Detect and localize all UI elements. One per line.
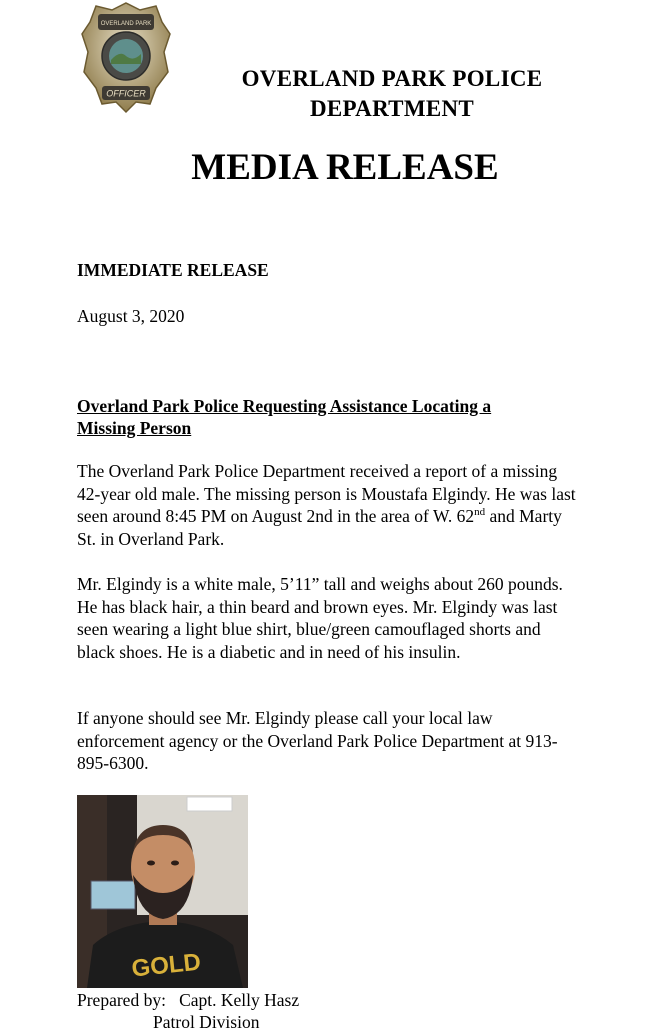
- photo-monitor: [91, 881, 135, 909]
- photo-poster: [187, 797, 232, 811]
- headline-line2: Missing Person: [77, 418, 192, 438]
- photo-left-eye: [147, 861, 155, 866]
- paragraph-contact: If anyone should see Mr. Elgindy please call your local law enforcement agency or the Overland Park Police Department at 913-895-6300.: [77, 708, 558, 774]
- ordinal-suffix: nd: [474, 506, 486, 519]
- prepared-by-division: Patrol Division: [153, 1012, 260, 1032]
- photo-shirt-text: GOLD: [130, 948, 203, 983]
- photo-right-eye: [171, 861, 179, 866]
- paragraph-report-text-end: and Marty St. in Overland Park.: [77, 506, 562, 549]
- paragraph-description: Mr. Elgindy is a white male, 5’11” tall and weighs about 260 pounds. He has black hair, a thin beard and brown eyes. Mr. Elgindy was last seen wearing a light blue shirt, blue/green camouflaged shorts and black shoes. He is a diabetic and in need of his insulin.: [77, 574, 563, 662]
- release-date: August 3, 2020: [77, 306, 185, 326]
- department-name: [222, 64, 562, 124]
- department-badge-logo: [78, 0, 174, 116]
- badge-top-text: OVERLAND PARK: [100, 21, 152, 27]
- paragraph-report-text: The Overland Park Police Department received a report of a missing 42-year old male. The missing person is Moustafa Elgindy. He was last seen around 8:45 PM on August 2nd in the area of W. 62: [77, 461, 576, 527]
- prepared-by-label: Prepared by:: [77, 990, 166, 1010]
- paragraph-report: [77, 460, 577, 550]
- prepared-by-name: Capt. Kelly Hasz: [179, 990, 300, 1010]
- release-headline: [77, 395, 577, 439]
- release-type: IMMEDIATE RELEASE: [77, 260, 269, 280]
- department-name-line2: DEPARTMENT: [309, 96, 475, 121]
- department-name-line1: OVERLAND PARK POLICE: [241, 66, 543, 91]
- page-title: MEDIA RELEASE: [191, 147, 499, 188]
- prepared-by: [77, 989, 299, 1011]
- missing-person-photo: [77, 795, 248, 988]
- headline-line1: Overland Park Police Requesting Assistance Locating a: [77, 396, 492, 416]
- badge-bottom-text: OFFICER: [106, 88, 146, 99]
